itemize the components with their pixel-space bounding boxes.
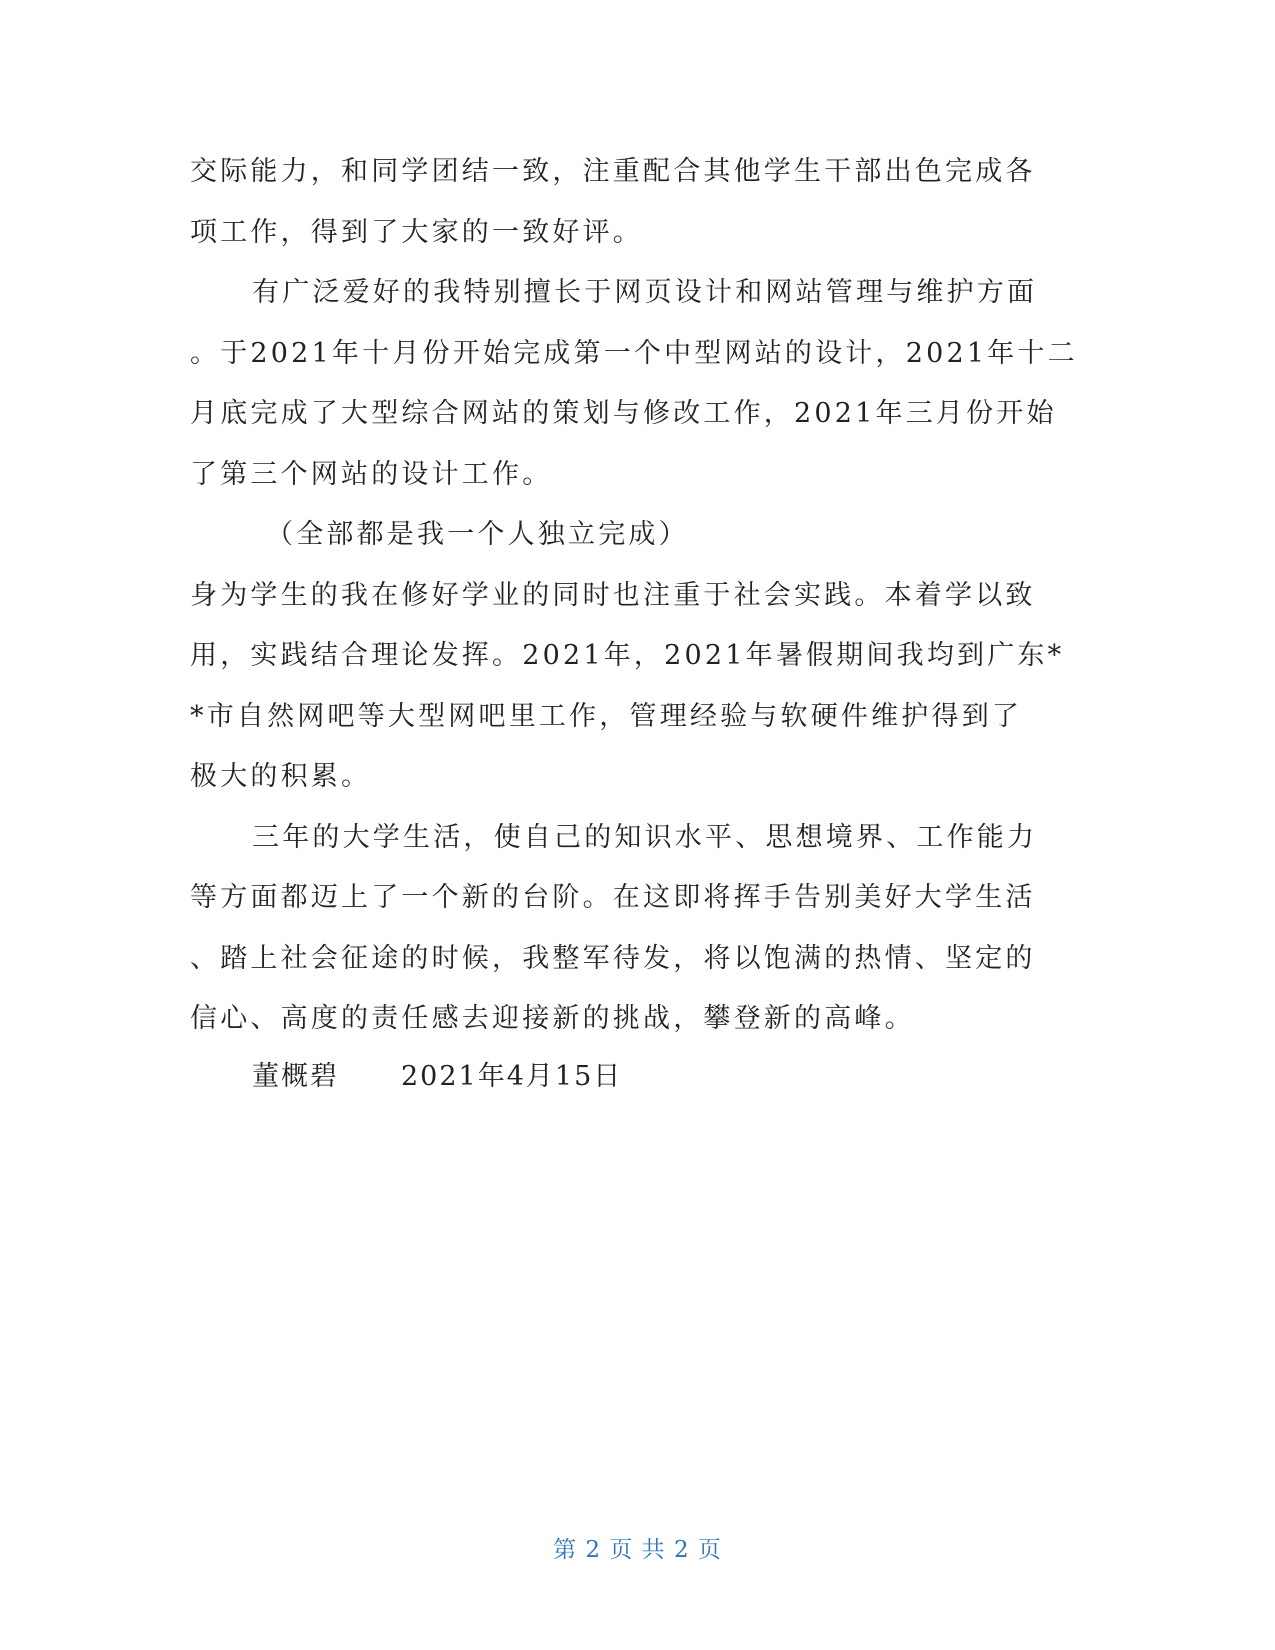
text-line: 月底完成了大型综合网站的策划与修改工作，2021年三月份开始 xyxy=(190,398,1057,429)
text-line: （全部都是我一个人独立完成） xyxy=(266,519,689,550)
text-line: 极大的积累。 xyxy=(190,761,372,792)
text-line: 信心、高度的责任感去迎接新的挑战，攀登新的高峰。 xyxy=(190,1003,915,1034)
page-number: 第 2 页 共 2 页 xyxy=(553,1537,722,1563)
text-line: 项工作，得到了大家的一致好评。 xyxy=(190,216,643,248)
signature-date: 2021年4月15日 xyxy=(401,1061,623,1092)
text-line: *市自然网吧等大型网吧里工作，管理经验与软硬件维护得到了 xyxy=(190,700,1023,732)
text-line: 等方面都迈上了一个新的台阶。在这即将挥手告别美好大学生活 xyxy=(190,882,1036,913)
text-line: 身为学生的我在修好学业的同时也注重于社会实践。本着学以致 xyxy=(190,579,1036,611)
text-line: 三年的大学生活，使自己的知识水平、思想境界、工作能力 xyxy=(252,821,1038,853)
text-line: 交际能力，和同学团结一致，注重配合其他学生干部出色完成各 xyxy=(190,156,1036,187)
signature-line xyxy=(252,1057,622,1097)
document-body xyxy=(190,142,1078,1050)
text-line: 用，实践结合理论发挥。2021年，2021年暑假期间我均到广东* xyxy=(190,640,1065,671)
text-line: 。于2021年十月份开始完成第一个中型网站的设计，2021年十二 xyxy=(190,337,1078,369)
text-line: 、踏上社会征途的时候，我整军待发，将以饱满的热情、坚定的 xyxy=(190,942,1036,974)
text-line: 有广泛爱好的我特别擅长于网页设计和网站管理与维护方面 xyxy=(252,277,1038,308)
text-line: 了第三个网站的设计工作。 xyxy=(190,458,553,490)
signature-name: 董概碧 xyxy=(252,1061,339,1092)
page-footer xyxy=(0,1535,1275,1565)
